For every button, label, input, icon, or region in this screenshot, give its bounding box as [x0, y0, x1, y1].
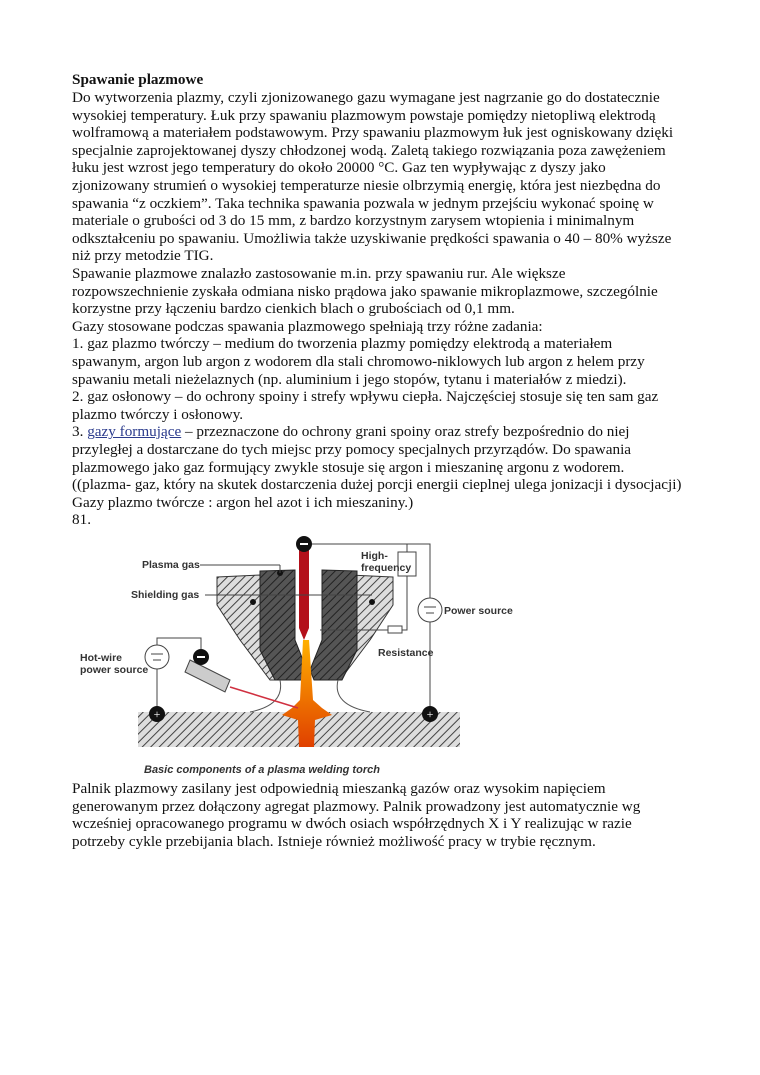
gas-flow	[250, 680, 281, 712]
filler-wire	[230, 687, 298, 708]
plasma-nozzle-right	[310, 570, 357, 680]
text-line: spawanym, argon lub argon z wodorem dla stali chromowo-niklowych lub argon z helem przy	[72, 353, 645, 370]
text-line: korzystne przy łączeniu bardzo cienkich blach o grubościach od 0,1 mm.	[72, 300, 515, 318]
text-line: Gazy plazmo twórcze : argon hel azot i ich mieszaniny.)	[72, 493, 414, 511]
text-line: wysokiej temperatury. Łuk przy spawaniu plazmowym powstaje pomiędzy nietopliwą elektrodą	[72, 106, 656, 124]
text-line: przyległej a dostarczane do tych miejsc przy pomocy specjalnych przyrządów. Do spawania	[72, 441, 632, 458]
hot-wire-power-source-icon	[145, 645, 169, 669]
label-resistance: Resistance	[378, 647, 434, 659]
resistor-icon	[388, 626, 402, 633]
text-line: odkształceniu po spawaniu. Umożliwia także uzyskiwanie prędkości spawania o 40 – 80% wyższe	[72, 229, 672, 247]
svg-text:+: +	[426, 707, 434, 721]
gas-flow	[337, 680, 370, 712]
document-title: Spawanie plazmowe	[72, 71, 204, 88]
text-line: spawaniu metali nieżelaznych (np. aluminium i jego stopów, tytanu i materiałów z miedzi).	[72, 370, 627, 388]
gazy-formujace-link[interactable]: gazy formujące	[87, 423, 182, 441]
hot-wire-torch	[185, 660, 230, 692]
text-line: materiale o grubości od 3 do 15 mm, z bardzo korzystnym zarysem wtopienia i minimalnym	[72, 212, 635, 230]
svg-text:+: +	[153, 707, 161, 721]
text-line: Do wytworzenia plazmy, czyli zjonizowanego gazu wymagane jest nagrzanie go do dostatecznie	[72, 89, 660, 106]
text-line: plazmo twórczy i osłonowy.	[72, 405, 244, 423]
text-line: spawania “z oczkiem”. Taka technika spawania pozwala w jednym przejściu wykonać spoinę w	[72, 194, 654, 212]
text-line-item-3	[72, 423, 630, 441]
label-shielding-gas: Shielding gas	[131, 589, 200, 601]
text-line: wcześniej opracowanego programu w dwóch osiach współrzędnych X i Y realizując w razie	[72, 815, 632, 833]
text-line: 2. gaz osłonowy – do ochrony spoiny i strefy wpływu ciepła. Najczęściej stosuje się ten sam gaz	[72, 388, 659, 406]
text-line: specjalnie zaprojektowanej dyszy chłodzonej wodą. Zaletą takiego rozwiązania poza zawężeniem	[72, 141, 666, 159]
item-rest: – przeznaczone do ochrony grani spoiny oraz strefy bezpośrednio do niej	[181, 423, 630, 441]
item-prefix: 3.	[72, 423, 88, 441]
text-line: niż przy metodzie TIG.	[72, 247, 214, 265]
figure-caption: Basic components of a plasma welding torch	[144, 764, 380, 776]
text-line: plazmowego jako gaz formujący zwykle stosuje się argon i mieszaninę argonu z wodorem.	[72, 458, 625, 476]
text-line: generowanym przez dołączony agregat plazmowy. Palnik prowadzony jest automatycznie wg	[72, 797, 641, 815]
label-power-source: Power source	[444, 605, 513, 617]
text-line: ((plazma- gaz, który na skutek dostarczenia dużej porcji energii cieplnej ulega jonizacji i dysocjacji)	[72, 476, 682, 494]
label-high: High-	[361, 550, 388, 562]
label-frequency: frequency	[361, 562, 412, 574]
power-source-icon	[418, 598, 442, 622]
text-line: potrzeby cykle przebijania blach. Istnieje również możliwość pracy w trybie ręcznym.	[72, 832, 596, 850]
text-line: wolframową a materiałem podstawowym. Przy spawaniu plazmowym łuk jest ogniskowany dzięki	[72, 124, 674, 142]
label-hot-wire: Hot-wire	[80, 652, 122, 664]
text-line: Spawanie plazmowe znalazło zastosowanie m.in. przy spawaniu rur. Ale większe	[72, 265, 566, 282]
label-hot-wire-power-source: power source	[80, 664, 149, 676]
text-line: rozpowszechnienie zyskała odmiana nisko prądowa jako spawanie mikroplazmowe, szczególnie	[72, 282, 658, 300]
text-line: Gazy stosowane podczas spawania plazmowego spełniają trzy różne zadania:	[72, 317, 543, 335]
label-plasma-gas: Plasma gas	[142, 559, 200, 571]
text-line: 81.	[72, 511, 91, 529]
text-line: 1. gaz plazmo twórczy – medium do tworzenia plazmy pomiędzy elektrodą a materiałem	[72, 335, 613, 353]
tungsten-electrode	[299, 548, 309, 640]
text-line: zjonizowany strumień o wysokiej temperaturze niesie olbrzymią energię, która jest niezbędna do	[72, 177, 661, 194]
text-line: łuku jest wzrost jego temperatury do około 20000 °C. Gaz ten wypływając z dyszy jako	[72, 159, 606, 177]
text-line: Palnik plazmowy zasilany jest odpowiednią mieszanką gazów oraz wysokim napięciem	[72, 780, 606, 797]
plasma-torch-diagram	[70, 530, 513, 780]
